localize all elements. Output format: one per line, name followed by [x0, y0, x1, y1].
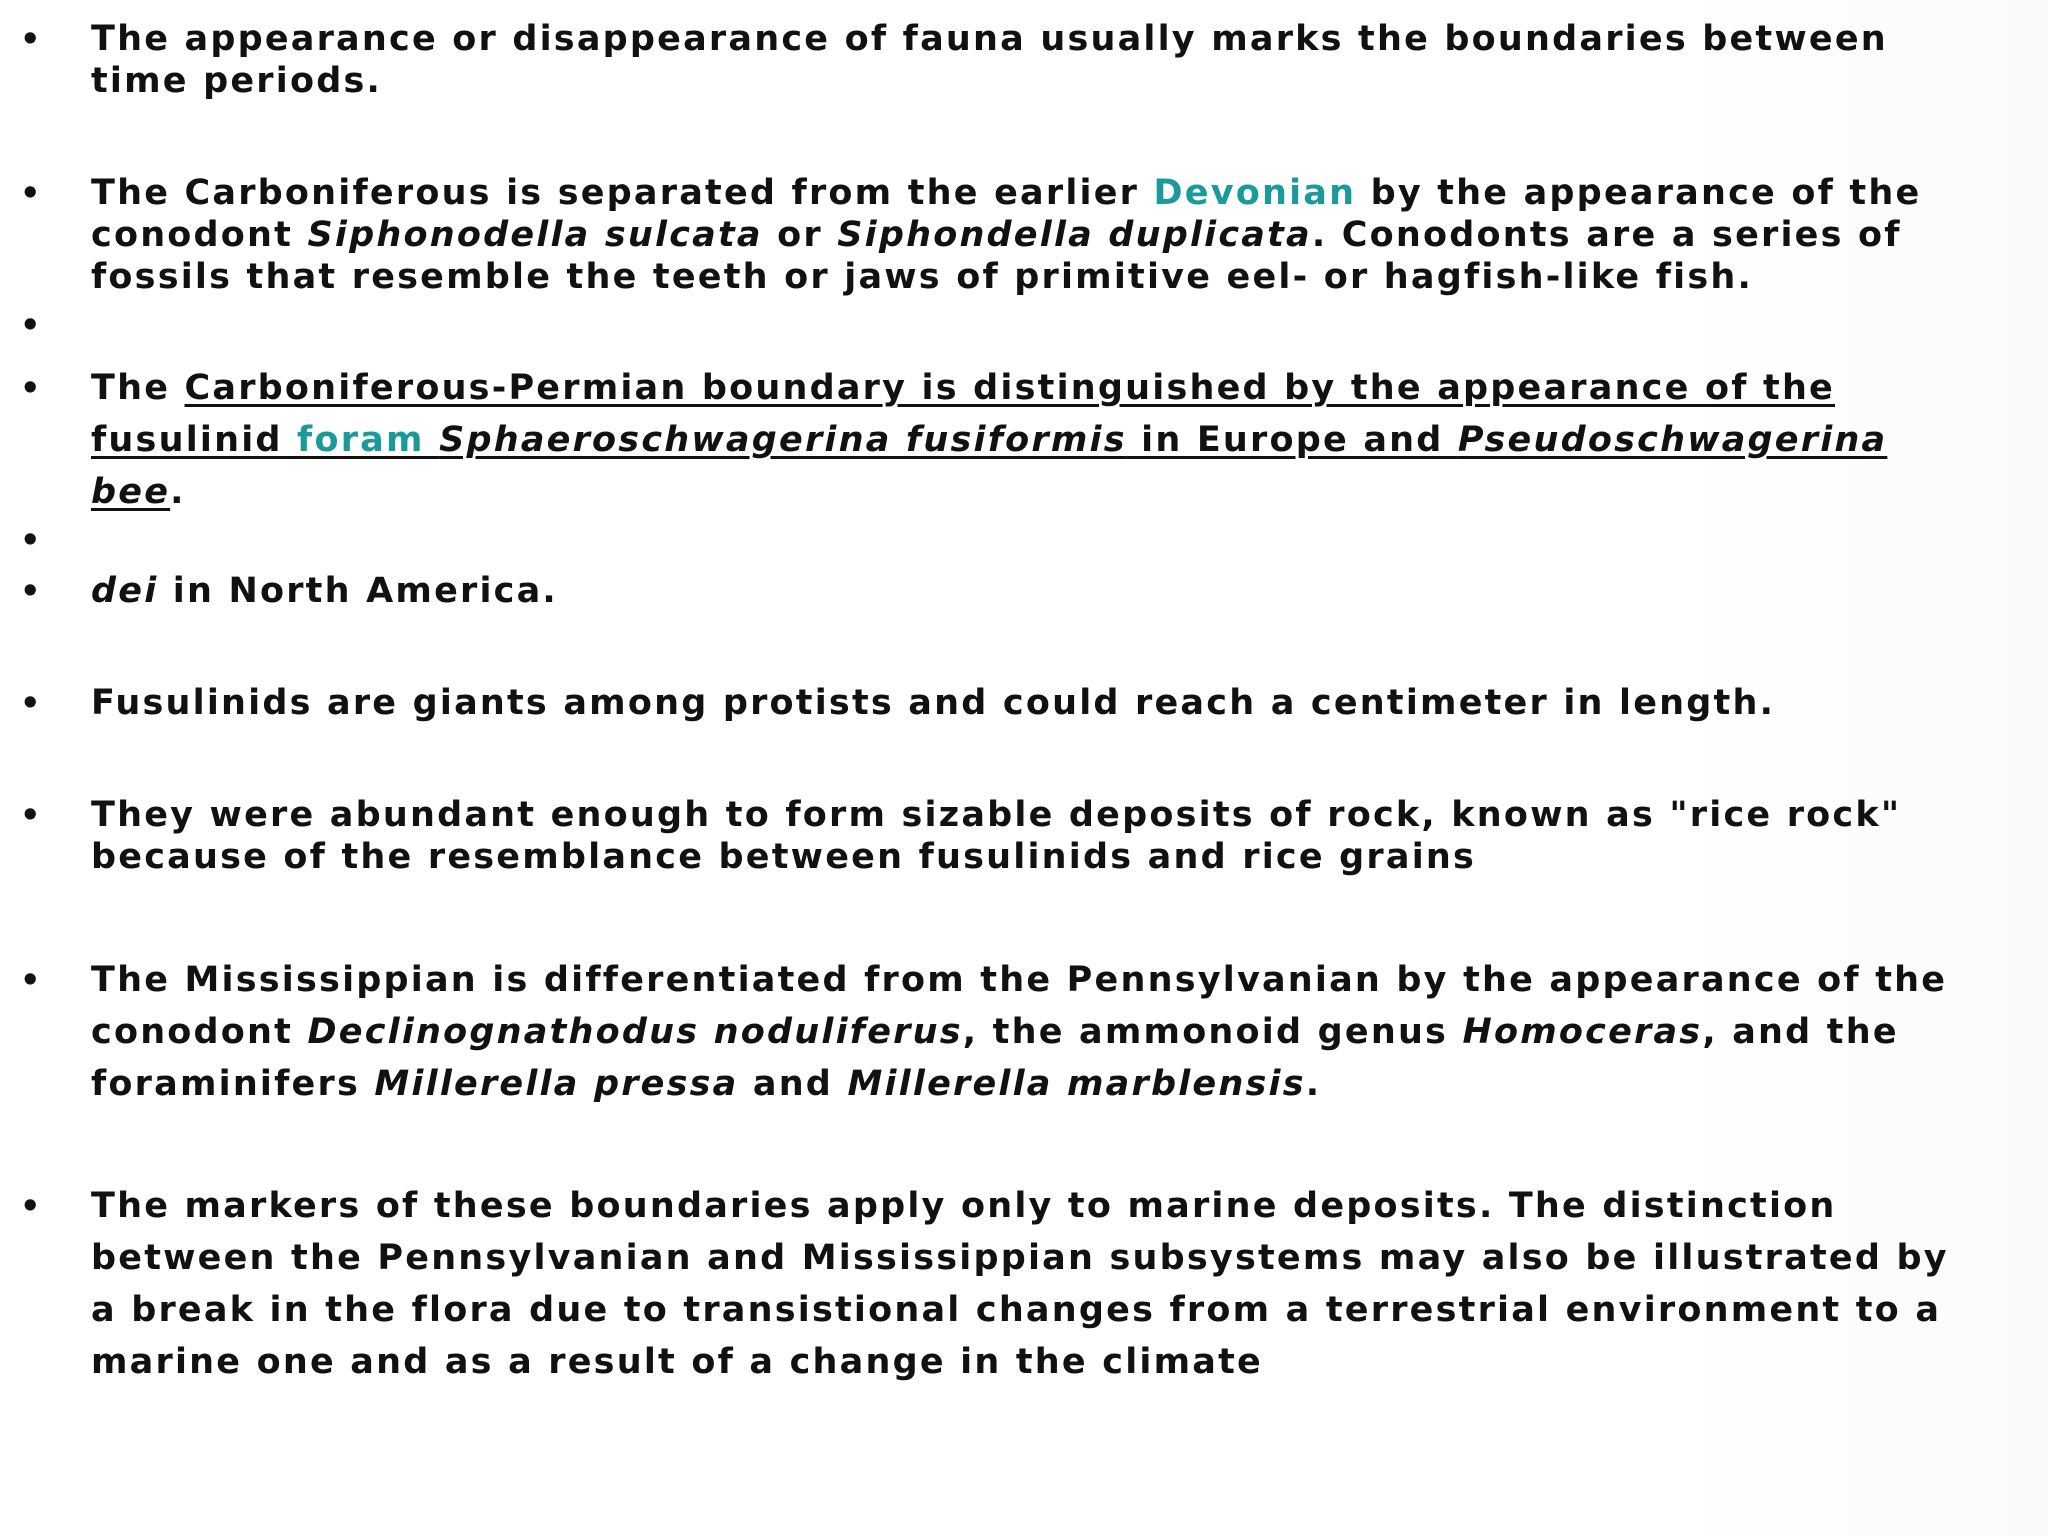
text-line: They were abundant enough to form sizable deposits of rock, known as "rice rock" [91, 795, 1902, 835]
text-line: Fusulinids are giants among protists and could reach a centimeter in length. [91, 683, 1776, 723]
bullet-marker: • [20, 306, 41, 344]
bullet-marker: • [20, 20, 41, 58]
devonian-link[interactable]: Devonian [1153, 173, 1357, 213]
text-run: The [91, 368, 185, 408]
text-line: a break in the flora due to transistional changes from a terrestrial environment to a [91, 1290, 1942, 1330]
species-name: Siphondella duplicata [837, 215, 1312, 255]
text-run: . Conodonts are a series of [1311, 215, 1902, 255]
text-run: fusulinid [91, 420, 298, 460]
text-line [91, 362, 2041, 414]
species-name: Millerella marblensis [847, 1064, 1306, 1104]
species-name: Declinognathodus noduliferus [307, 1012, 963, 1052]
text-run: foraminifers [91, 1064, 375, 1104]
bullet-marker: • [20, 961, 41, 999]
text-line: because of the resemblance between fusulinids and rice grains [91, 837, 1477, 877]
text-run: conodont [91, 215, 308, 255]
bullet-text [91, 1180, 2041, 1388]
text-run: or [762, 215, 838, 255]
text-run: by the appearance of the [1356, 173, 1922, 213]
species-name: Siphonodella sulcata [307, 215, 763, 255]
underlined-text: Carboniferous-Permian boundary is distinguished by the appearance of the [184, 368, 1835, 408]
bullet-marker: • [20, 521, 41, 559]
text-line [91, 1058, 2041, 1110]
species-name: Millerella pressa [374, 1064, 739, 1104]
bullet-text [91, 18, 2041, 102]
text-line: The appearance or disappearance of fauna usually marks the boundaries between [91, 19, 1888, 59]
text-line: fossils that resemble the teeth or jaws of primitive eel- or hagfish-like fish. [91, 257, 1754, 297]
text-line: between the Pennsylvanian and Mississippian subsystems may also be illustrated by [91, 1238, 1949, 1278]
text-line [91, 214, 2041, 256]
text-line: The markers of these boundaries apply only to marine deposits. The distinction [91, 1186, 1837, 1226]
text-run: in Europe and [1126, 420, 1458, 460]
bullet-text [91, 682, 2041, 724]
bullet-marker: • [20, 684, 41, 722]
text-line [91, 570, 2041, 612]
bullet-marker: • [20, 369, 41, 407]
text-line: marine one and as a result of a change in the climate [91, 1342, 1263, 1382]
bullet-text [91, 362, 2041, 518]
bullet-marker: • [20, 796, 41, 834]
text-run: . [1305, 1064, 1322, 1104]
species-name: bee [91, 472, 171, 512]
species-name: Homoceras [1462, 1012, 1703, 1052]
species-name: dei [91, 571, 159, 611]
species-name: Pseudoschwagerina [1457, 420, 1888, 460]
text-run: , and the [1702, 1012, 1899, 1052]
bullet-marker: • [20, 572, 41, 610]
bullet-marker: • [20, 174, 41, 212]
text-run: , the ammonoid genus [962, 1012, 1463, 1052]
text-line [91, 414, 2041, 466]
foram-link[interactable]: foram [297, 420, 440, 460]
bullet-text [91, 570, 2041, 612]
text-run: in North America. [158, 571, 558, 611]
text-run: . [170, 472, 186, 512]
bullet-text [91, 172, 2041, 298]
bullet-text [91, 954, 2041, 1110]
text-line [91, 172, 2041, 214]
bullet-text [91, 794, 2041, 878]
text-run: conodont [91, 1012, 308, 1052]
text-line: The Mississippian is differentiated from the Pennsylvanian by the appearance of the [91, 960, 1948, 1000]
species-name: Sphaeroschwagerina fusiformis [439, 420, 1127, 460]
text-run: and [738, 1064, 848, 1104]
bullet-marker: • [20, 1187, 41, 1225]
text-line [91, 1006, 2041, 1058]
text-run: The Carboniferous is separated from the earlier [91, 173, 1154, 213]
text-line: time periods. [91, 61, 382, 101]
text-line [91, 466, 2041, 518]
